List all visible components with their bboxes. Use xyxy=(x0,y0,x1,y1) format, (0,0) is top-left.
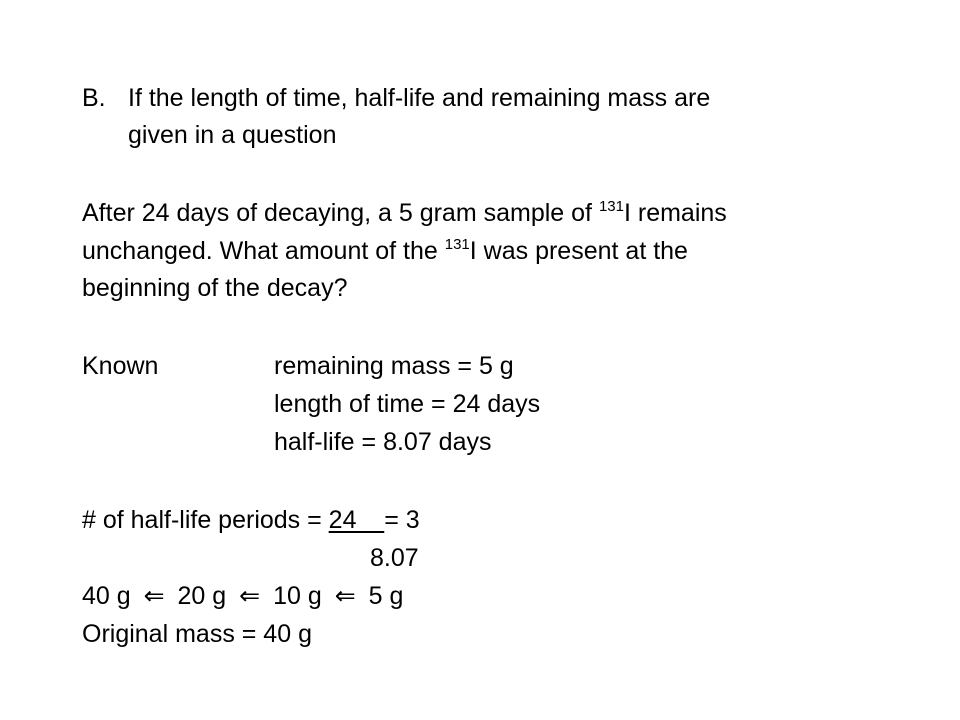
heading-marker: B. xyxy=(82,84,106,112)
equation-numerator: 24 xyxy=(328,506,385,534)
question-line-2-text-a: unchanged. What amount of the xyxy=(82,237,445,265)
decay-step-2: 20 g xyxy=(177,582,227,610)
equation-prefix: # of half-life periods = xyxy=(82,506,329,534)
question-line-2-text-b: I was present at the xyxy=(469,237,688,265)
equation-denominator: 8.07 xyxy=(370,544,419,572)
decay-step-1: 40 g xyxy=(82,582,131,610)
decay-step-4: 5 g xyxy=(368,582,404,610)
left-arrow-icon: ⇐ xyxy=(143,582,165,610)
question-line-1 xyxy=(82,195,727,231)
equation-result: = 3 xyxy=(384,506,420,534)
known-remaining-mass: remaining mass = 5 g xyxy=(274,352,514,380)
half-life-periods-equation xyxy=(82,502,420,538)
isotope-superscript-1: 131 xyxy=(598,198,624,215)
question-line-3: beginning of the decay? xyxy=(82,274,348,302)
known-label: Known xyxy=(82,352,159,380)
decay-chain xyxy=(82,578,403,614)
left-arrow-icon: ⇐ xyxy=(334,582,356,610)
left-arrow-icon: ⇐ xyxy=(239,582,261,610)
decay-step-3: 10 g xyxy=(273,582,322,610)
question-line-1-text-b: I remains xyxy=(623,199,727,227)
heading-line-1: If the length of time, half-life and remaining mass are xyxy=(128,84,711,112)
original-mass: Original mass = 40 g xyxy=(82,620,312,648)
known-half-life: half-life = 8.07 days xyxy=(274,428,492,456)
known-length-of-time: length of time = 24 days xyxy=(274,390,541,418)
question-line-1-text-a: After 24 days of decaying, a 5 gram sample of xyxy=(82,199,599,227)
question-line-2 xyxy=(82,233,688,269)
heading-line-2: given in a question xyxy=(128,121,337,149)
isotope-superscript-2: 131 xyxy=(444,236,470,253)
